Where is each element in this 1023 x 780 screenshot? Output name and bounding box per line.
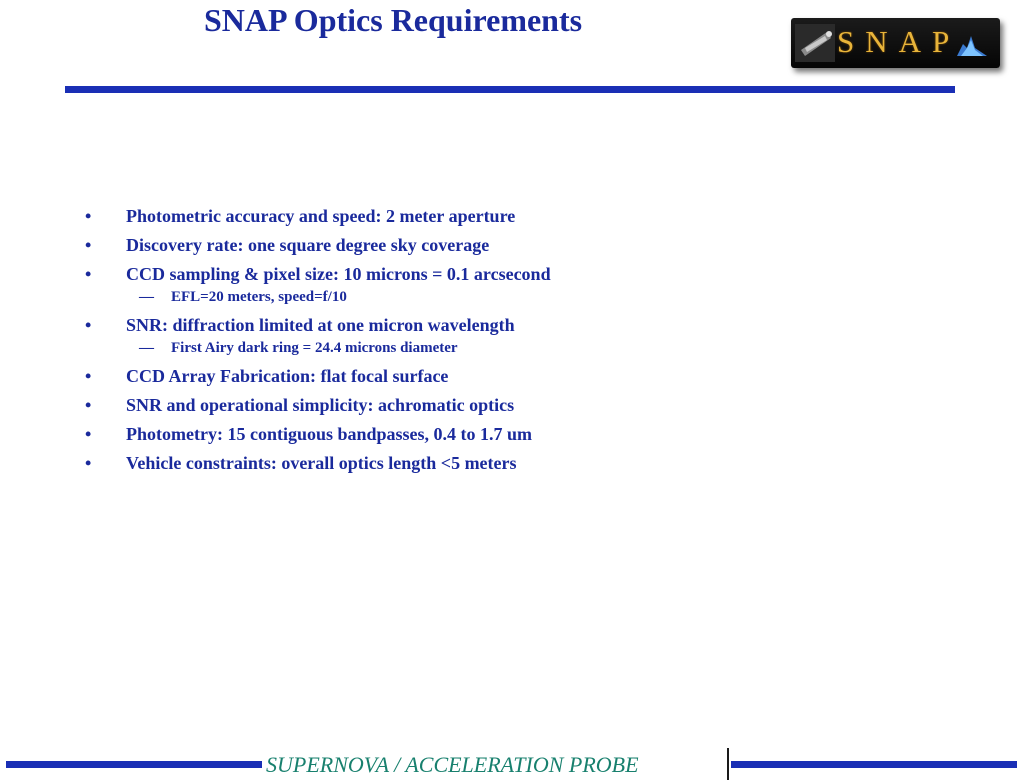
bullet-text: Discovery rate: one square degree sky coverage xyxy=(126,235,490,255)
sub-bullet-text: EFL=20 meters, speed=f/10 xyxy=(171,289,347,305)
sub-bullet-marker: — xyxy=(139,289,154,305)
bullet-text: SNR and operational simplicity: achromatic optics xyxy=(126,395,515,415)
sub-bullet-marker: — xyxy=(139,340,154,356)
list-item xyxy=(85,205,885,234)
bullet-marker: • xyxy=(85,235,92,255)
bullet-text: Vehicle constraints: overall optics length <5 meters xyxy=(126,453,517,473)
bullet-marker: • xyxy=(85,395,92,415)
footer-caption: SUPERNOVA / ACCELERATION PROBE xyxy=(266,752,639,777)
list-item xyxy=(85,234,885,263)
sub-list-item xyxy=(85,289,885,314)
bullet-list xyxy=(85,205,885,481)
bullet-marker: • xyxy=(85,366,92,386)
bullet-marker: • xyxy=(85,453,92,473)
snap-logo xyxy=(791,18,1000,68)
sub-list-item xyxy=(85,340,885,365)
bullet-marker: • xyxy=(85,264,92,284)
bullet-marker: • xyxy=(85,315,92,335)
list-item xyxy=(85,394,885,423)
bullet-marker: • xyxy=(85,424,92,444)
list-item xyxy=(85,423,885,452)
bullet-text: CCD sampling & pixel size: 10 microns = 0.1 arcsecond xyxy=(126,264,551,284)
bullet-marker: • xyxy=(85,206,92,226)
bullet-text: CCD Array Fabrication: flat focal surface xyxy=(126,366,449,386)
slide-title: SNAP Optics Requirements xyxy=(204,2,583,38)
bullet-text: Photometry: 15 contiguous bandpasses, 0.4 to 1.7 um xyxy=(126,424,533,444)
title-underline xyxy=(65,86,955,93)
footer-rule-left xyxy=(6,761,262,768)
list-item xyxy=(85,452,885,481)
bullet-text: Photometric accuracy and speed: 2 meter aperture xyxy=(126,206,516,226)
list-item xyxy=(85,365,885,394)
logo-wordmark: SNAP xyxy=(837,24,961,59)
footer-divider xyxy=(727,748,729,780)
sub-bullet-text: First Airy dark ring = 24.4 microns diameter xyxy=(171,340,458,356)
footer-rule-right xyxy=(731,761,1017,768)
list-item xyxy=(85,314,885,340)
list-item xyxy=(85,263,885,289)
bullet-text: SNR: diffraction limited at one micron wavelength xyxy=(126,315,515,335)
